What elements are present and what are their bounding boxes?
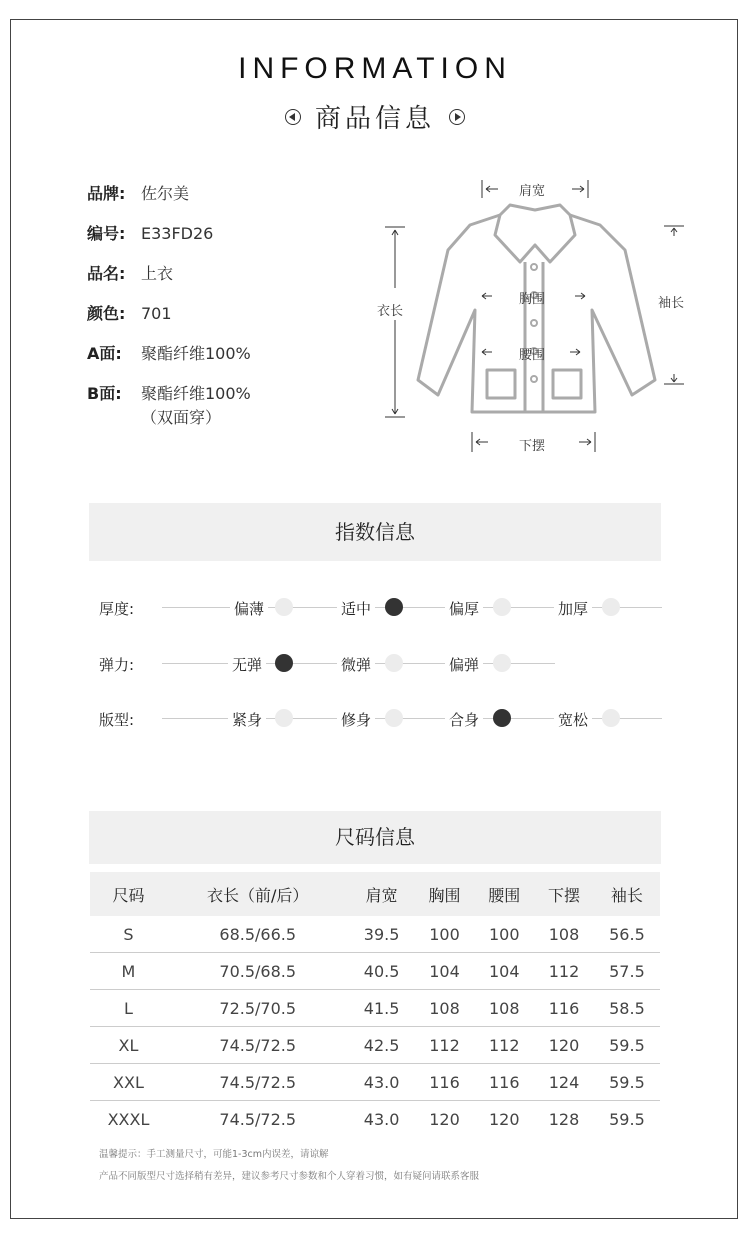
index-option: 偏弹 bbox=[445, 654, 483, 675]
size-cell: 74.5/72.5 bbox=[167, 1064, 349, 1101]
index-label: 弹力: bbox=[99, 656, 135, 674]
size-cell: 100 bbox=[474, 916, 534, 953]
jacket-diagram bbox=[370, 170, 710, 470]
index-label: 版型: bbox=[99, 711, 135, 729]
size-cell: 116 bbox=[474, 1064, 534, 1101]
size-cell: 108 bbox=[415, 990, 475, 1027]
size-cell: L bbox=[90, 990, 167, 1027]
size-col-header: 下摆 bbox=[534, 872, 594, 916]
size-cell: 68.5/66.5 bbox=[167, 916, 349, 953]
size-cell: 104 bbox=[415, 953, 475, 990]
index-dot-selected bbox=[493, 709, 511, 727]
title-en: INFORMATION bbox=[238, 52, 512, 85]
size-col-header: 衣长（前/后） bbox=[167, 872, 349, 916]
info-value: 701 bbox=[141, 304, 172, 323]
index-section-title: 指数信息 bbox=[89, 503, 661, 561]
size-cell: 120 bbox=[534, 1027, 594, 1064]
info-value: 上衣 bbox=[141, 264, 174, 283]
index-option: 偏厚 bbox=[445, 598, 483, 619]
size-cell: 59.5 bbox=[594, 1064, 660, 1101]
size-cell: 74.5/72.5 bbox=[219, 1109, 297, 1129]
shoulder-label: 肩宽 bbox=[519, 184, 546, 199]
jacket-icon bbox=[370, 170, 710, 470]
index-dot bbox=[275, 709, 293, 727]
note-advice: 产品不同版型尺寸选择稍有差异，建议参考尺寸参数和个人穿着习惯，如有疑问请联系客服 bbox=[99, 1171, 480, 1182]
size-cell: 39.5 bbox=[349, 916, 415, 953]
size-cell: 116 bbox=[415, 1064, 475, 1101]
size-cell: 100 bbox=[415, 916, 475, 953]
index-dot bbox=[275, 598, 293, 616]
index-dot-selected bbox=[385, 598, 403, 616]
size-col-header: 袖长 bbox=[594, 872, 660, 916]
size-cell: XL bbox=[90, 1027, 167, 1064]
table-row bbox=[90, 1101, 660, 1138]
info-row bbox=[87, 303, 251, 343]
table-row bbox=[90, 1027, 660, 1064]
index-dot bbox=[493, 654, 511, 672]
info-key: 品名: bbox=[87, 264, 126, 283]
product-info bbox=[87, 183, 251, 427]
right-arrow-icon bbox=[449, 109, 465, 125]
info-key: 颜色: bbox=[87, 304, 126, 323]
size-cell: 58.5 bbox=[594, 990, 660, 1027]
table-row bbox=[90, 990, 660, 1027]
info-row bbox=[87, 263, 251, 303]
table-row bbox=[90, 953, 660, 990]
index-label: 厚度: bbox=[99, 600, 135, 618]
size-cell: 108 bbox=[534, 916, 594, 953]
info-row bbox=[87, 223, 251, 263]
table-row bbox=[90, 1064, 660, 1101]
index-option: 紧身 bbox=[228, 709, 266, 730]
size-col-header: 肩宽 bbox=[349, 872, 415, 916]
index-dot bbox=[602, 598, 620, 616]
size-col-header: 胸围 bbox=[415, 872, 475, 916]
waist-label: 腰围 bbox=[519, 348, 546, 363]
info-key: B面: bbox=[87, 384, 122, 403]
info-key: 品牌: bbox=[87, 184, 126, 203]
index-option: 修身 bbox=[337, 709, 375, 730]
size-cell: XXL bbox=[90, 1064, 167, 1101]
size-col-header: 腰围 bbox=[474, 872, 534, 916]
size-cell: S bbox=[90, 916, 167, 953]
sleeve-label: 袖长 bbox=[658, 296, 685, 311]
size-col-header: 尺码 bbox=[90, 872, 167, 916]
title-cn: 商品信息 bbox=[314, 104, 435, 134]
size-cell: 108 bbox=[474, 990, 534, 1027]
size-cell: 72.5/70.5 bbox=[167, 990, 349, 1027]
size-header-row bbox=[90, 872, 660, 916]
size-cell: 57.5 bbox=[594, 953, 660, 990]
info-value: 聚酯纤维100% bbox=[141, 344, 251, 363]
index-dot-selected bbox=[275, 654, 293, 672]
size-cell: 43.0 bbox=[349, 1064, 415, 1101]
index-dot bbox=[602, 709, 620, 727]
index-option: 适中 bbox=[337, 598, 375, 619]
size-cell: 112 bbox=[534, 953, 594, 990]
size-cell: 116 bbox=[534, 990, 594, 1027]
index-option: 宽松 bbox=[554, 709, 592, 730]
size-cell: 128 bbox=[548, 1109, 580, 1129]
size-cell: 56.5 bbox=[594, 916, 660, 953]
note-tip: 温馨提示：手工测量尺寸，可能1-3cm内误差，请谅解 bbox=[99, 1149, 329, 1160]
info-value: 聚酯纤维100% bbox=[141, 384, 251, 403]
size-cell: 120 bbox=[429, 1109, 460, 1129]
size-cell: 40.5 bbox=[349, 953, 415, 990]
size-cell: 41.5 bbox=[349, 990, 415, 1027]
info-value: E33FD26 bbox=[141, 224, 214, 243]
size-cell: 70.5/68.5 bbox=[167, 953, 349, 990]
info-value: 佐尔美 bbox=[141, 184, 190, 203]
size-cell: 43.0 bbox=[363, 1109, 400, 1129]
size-cell: 74.5/72.5 bbox=[167, 1027, 349, 1064]
size-cell: 124 bbox=[534, 1064, 594, 1101]
index-dot bbox=[385, 709, 403, 727]
index-option: 加厚 bbox=[554, 598, 592, 619]
size-cell: 104 bbox=[474, 953, 534, 990]
chest-label: 胸围 bbox=[519, 292, 546, 307]
size-cell: 59.5 bbox=[609, 1109, 645, 1129]
index-dot bbox=[493, 598, 511, 616]
index-option: 偏薄 bbox=[230, 598, 268, 619]
size-cell: 42.5 bbox=[349, 1027, 415, 1064]
index-option: 合身 bbox=[445, 709, 483, 730]
info-row bbox=[87, 183, 251, 223]
left-arrow-icon bbox=[285, 109, 301, 125]
info-row bbox=[87, 343, 251, 383]
size-cell: 112 bbox=[415, 1027, 475, 1064]
size-cell: 120 bbox=[488, 1109, 520, 1129]
info-extra: （双面穿） bbox=[141, 408, 222, 427]
size-cell: 59.5 bbox=[594, 1027, 660, 1064]
size-section-title: 尺码信息 bbox=[89, 811, 661, 864]
title-cn-wrap bbox=[0, 98, 750, 135]
index-dot bbox=[385, 654, 403, 672]
info-key: 编号: bbox=[87, 224, 126, 243]
index-option: 无弹 bbox=[228, 654, 266, 675]
index-option: 微弹 bbox=[337, 654, 375, 675]
size-cell: XXXL bbox=[107, 1109, 150, 1129]
size-cell: 112 bbox=[474, 1027, 534, 1064]
info-key: A面: bbox=[87, 344, 122, 363]
size-cell: M bbox=[90, 953, 167, 990]
table-row bbox=[90, 916, 660, 953]
hem-label: 下摆 bbox=[519, 439, 546, 454]
size-table bbox=[90, 872, 660, 1137]
length-label: 衣长 bbox=[377, 304, 404, 319]
